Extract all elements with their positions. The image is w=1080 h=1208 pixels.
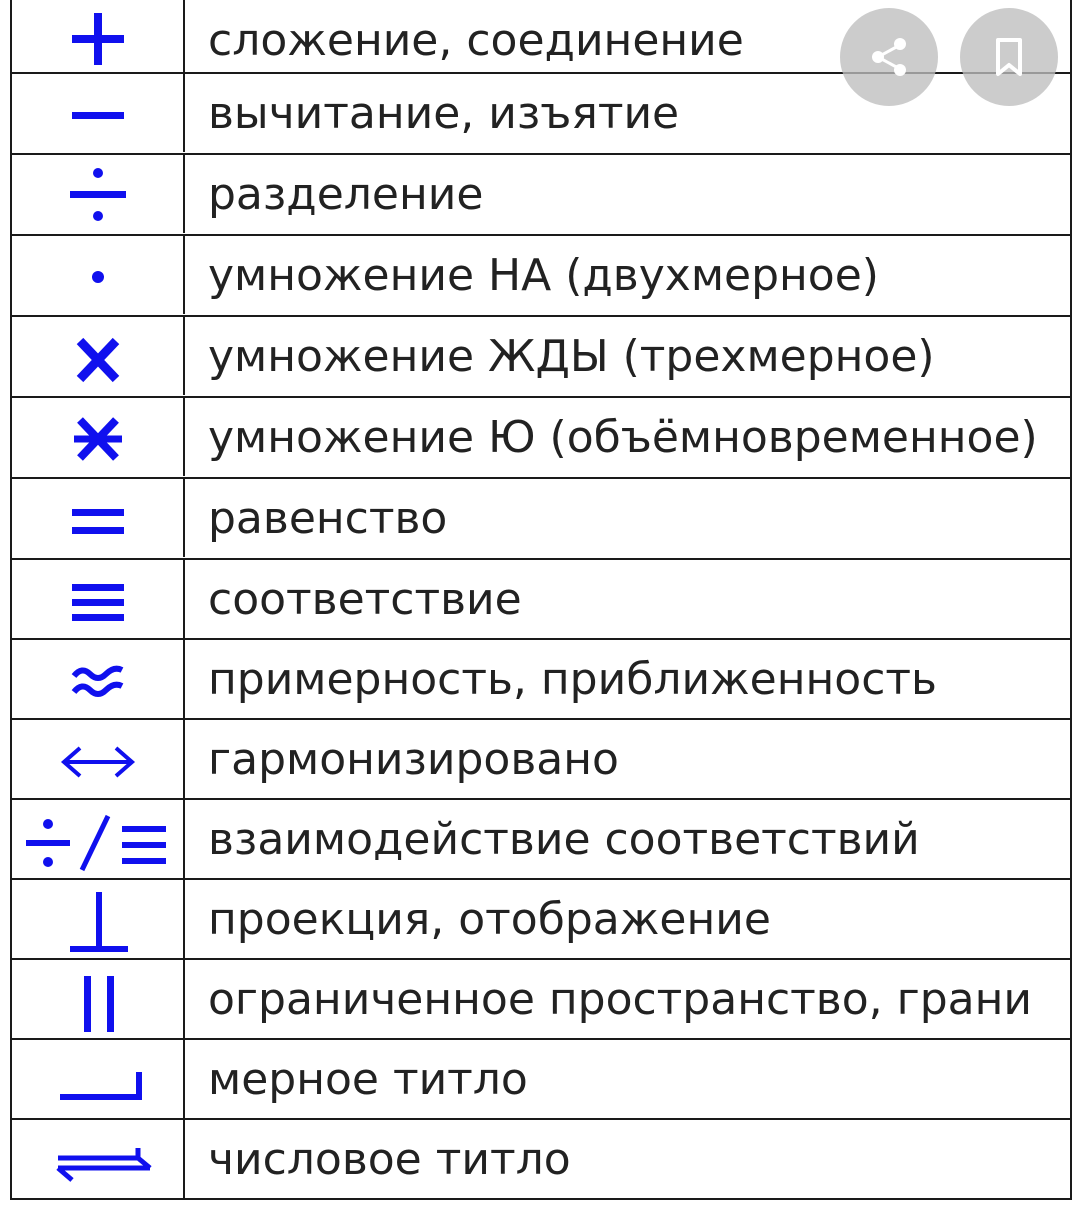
description-label: умножение Ю (объёмновременное) [208, 411, 1038, 463]
table-row [12, 315, 1070, 395]
left-right-arrow-icon [38, 724, 158, 794]
symbol-cell [12, 640, 185, 718]
cross-icon [38, 321, 158, 391]
symbol-cell [12, 880, 185, 958]
approx-icon [38, 644, 158, 714]
symbol-cell [12, 800, 185, 878]
table-row [12, 234, 1070, 314]
asterisk-cross-icon [38, 402, 158, 472]
symbol-cell [12, 236, 185, 314]
symbol-cell [12, 560, 185, 638]
division-slash-identical-icon [18, 804, 178, 874]
symbol-table [10, 0, 1072, 1200]
number-titlo-icon [38, 1124, 158, 1194]
symbol-cell [12, 720, 185, 798]
table-row [12, 558, 1070, 638]
description-label: ограниченное пространство, грани [208, 973, 1032, 1025]
description-label: умножение ЖДЫ (трехмерное) [208, 330, 935, 382]
symbol-cell [12, 479, 185, 557]
identical-icon [38, 564, 158, 634]
table-row [12, 396, 1070, 476]
equals-icon [38, 483, 158, 553]
symbol-cell [12, 155, 185, 233]
description-label: сложение, соединение [208, 14, 744, 66]
dot-icon [38, 240, 158, 310]
description-label: вычитание, изъятие [208, 87, 680, 139]
table-row [12, 718, 1070, 798]
description-label: умножение НА (двухмерное) [208, 249, 879, 301]
perpendicular-icon [38, 884, 158, 954]
table-row [12, 958, 1070, 1038]
symbol-cell [12, 398, 185, 476]
division-icon [38, 159, 158, 229]
description-label: мерное титло [208, 1053, 528, 1105]
plus-icon [38, 5, 158, 75]
table-row [12, 477, 1070, 557]
description-label: проекция, отображение [208, 893, 771, 945]
table-row [12, 1118, 1070, 1198]
symbol-cell [12, 74, 185, 152]
bookmark-button[interactable] [960, 8, 1058, 106]
description-label: равенство [208, 492, 448, 544]
table-row [12, 638, 1070, 718]
measure-titlo-icon [38, 1044, 158, 1114]
bookmark-icon [984, 32, 1034, 82]
table-row [12, 798, 1070, 878]
double-bar-icon [38, 964, 158, 1034]
symbol-cell [12, 0, 185, 80]
description-label: числовое титло [208, 1133, 571, 1185]
symbol-cell [12, 317, 185, 395]
share-button[interactable] [840, 8, 938, 106]
table-row [12, 878, 1070, 958]
share-icon [864, 32, 914, 82]
description-label: разделение [208, 168, 484, 220]
description-label: взаимодействие соответствий [208, 813, 920, 865]
description-label: примерность, приближенность [208, 653, 937, 705]
table-row [12, 153, 1070, 233]
table-row [12, 1038, 1070, 1118]
minus-icon [38, 78, 158, 148]
symbol-cell [12, 960, 185, 1038]
symbol-cell [12, 1120, 185, 1198]
description-label: гармонизировано [208, 733, 619, 785]
symbol-cell [12, 1040, 185, 1118]
description-label: соответствие [208, 573, 522, 625]
